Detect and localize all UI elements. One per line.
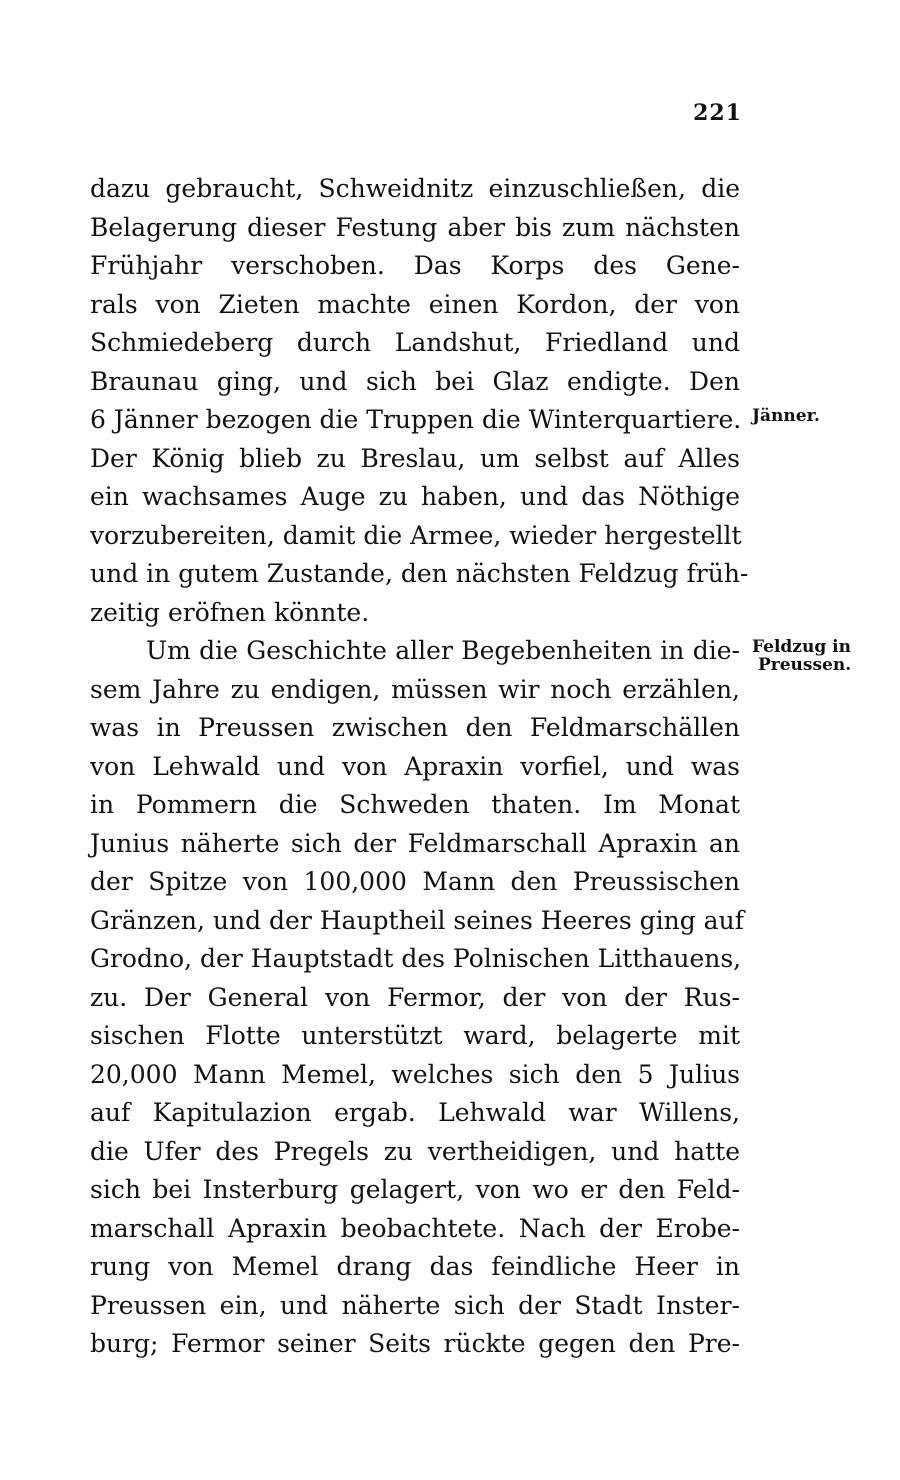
page-number: 221 xyxy=(693,100,742,126)
text-line: Preussen ein, und näherte sich der Stadt Inster- xyxy=(90,1290,740,1320)
text-line: was in Preussen zwischen den Feldmarschällen xyxy=(90,713,740,742)
text-line: Belagerung dieser Festung aber bis zum nächsten xyxy=(90,212,740,242)
text-line: Schmiedeberg durch Landshut, Friedland und xyxy=(90,328,740,357)
text-line: Gränzen, und der Hauptheil seines Heeres ging auf xyxy=(90,905,744,935)
text-line: marschall Apraxin beobachtete. Nach der Erobe- xyxy=(90,1213,740,1243)
body-text xyxy=(90,170,749,1364)
margin-note-feldzug xyxy=(752,638,851,674)
text-line: Braunau ging, und sich bei Glaz endigte. Den xyxy=(90,366,740,396)
text-line: ein wachsames Auge zu haben, und das Nöthige xyxy=(90,482,740,511)
text-line: rals von Zieten machte einen Kordon, der von xyxy=(90,289,740,319)
margin-note-line: Feldzug in xyxy=(752,637,851,657)
text-line: dazu gebraucht, Schweidnitz einzuschließen, die xyxy=(90,174,740,203)
text-line: burg; Fermor seiner Seits rückte gegen den Pre- xyxy=(90,1329,740,1358)
text-line: und in gutem Zustande, den nächsten Feldzug früh- xyxy=(90,559,749,588)
text-line: sich bei Insterburg gelagert, von wo er den Feld- xyxy=(90,1175,740,1204)
text-line: Um die Geschichte aller Begebenheiten in die- xyxy=(146,636,740,665)
margin-note-line: Jänner. xyxy=(752,406,820,426)
text-line: 6 Jänner bezogen die Truppen die Winterquartiere. xyxy=(90,405,742,434)
text-line: die Ufer des Pregels zu vertheidigen, und hatte xyxy=(90,1136,740,1166)
text-line: auf Kapitulazion ergab. Lehwald war Willens, xyxy=(90,1098,740,1127)
text-line: vorzubereiten, damit die Armee, wieder hergestellt xyxy=(90,520,742,550)
text-line: rung von Memel drang das feindliche Heer in xyxy=(90,1252,740,1281)
text-line: sischen Flotte unterstützt ward, belagerte mit xyxy=(90,1021,740,1050)
text-line: von Lehwald und von Apraxin vorfiel, und was xyxy=(90,751,740,781)
text-line: in Pommern die Schweden thaten. Im Monat xyxy=(90,790,740,819)
text-line: Grodno, der Hauptstadt des Polnischen Litthauens, xyxy=(90,944,742,973)
text-line: zu. Der General von Fermor, der von der Rus- xyxy=(90,982,740,1012)
text-line: der Spitze von 100,000 Mann den Preussischen xyxy=(90,867,740,896)
margin-note-line: Preussen. xyxy=(758,655,852,675)
text-line: zeitig eröfnen könnte. xyxy=(90,597,370,627)
text-line: 20,000 Mann Memel, welches sich den 5 Julius xyxy=(90,1059,740,1089)
text-line: Junius näherte sich der Feldmarschall Apraxin an xyxy=(90,828,740,858)
text-line: Frühjahr verschoben. Das Korps des Gene- xyxy=(90,251,740,280)
text-line: Der König blieb zu Breslau, um selbst auf Alles xyxy=(90,443,740,473)
text-line: sem Jahre zu endigen, müssen wir noch erzählen, xyxy=(90,674,740,704)
margin-note-januar xyxy=(752,407,820,425)
